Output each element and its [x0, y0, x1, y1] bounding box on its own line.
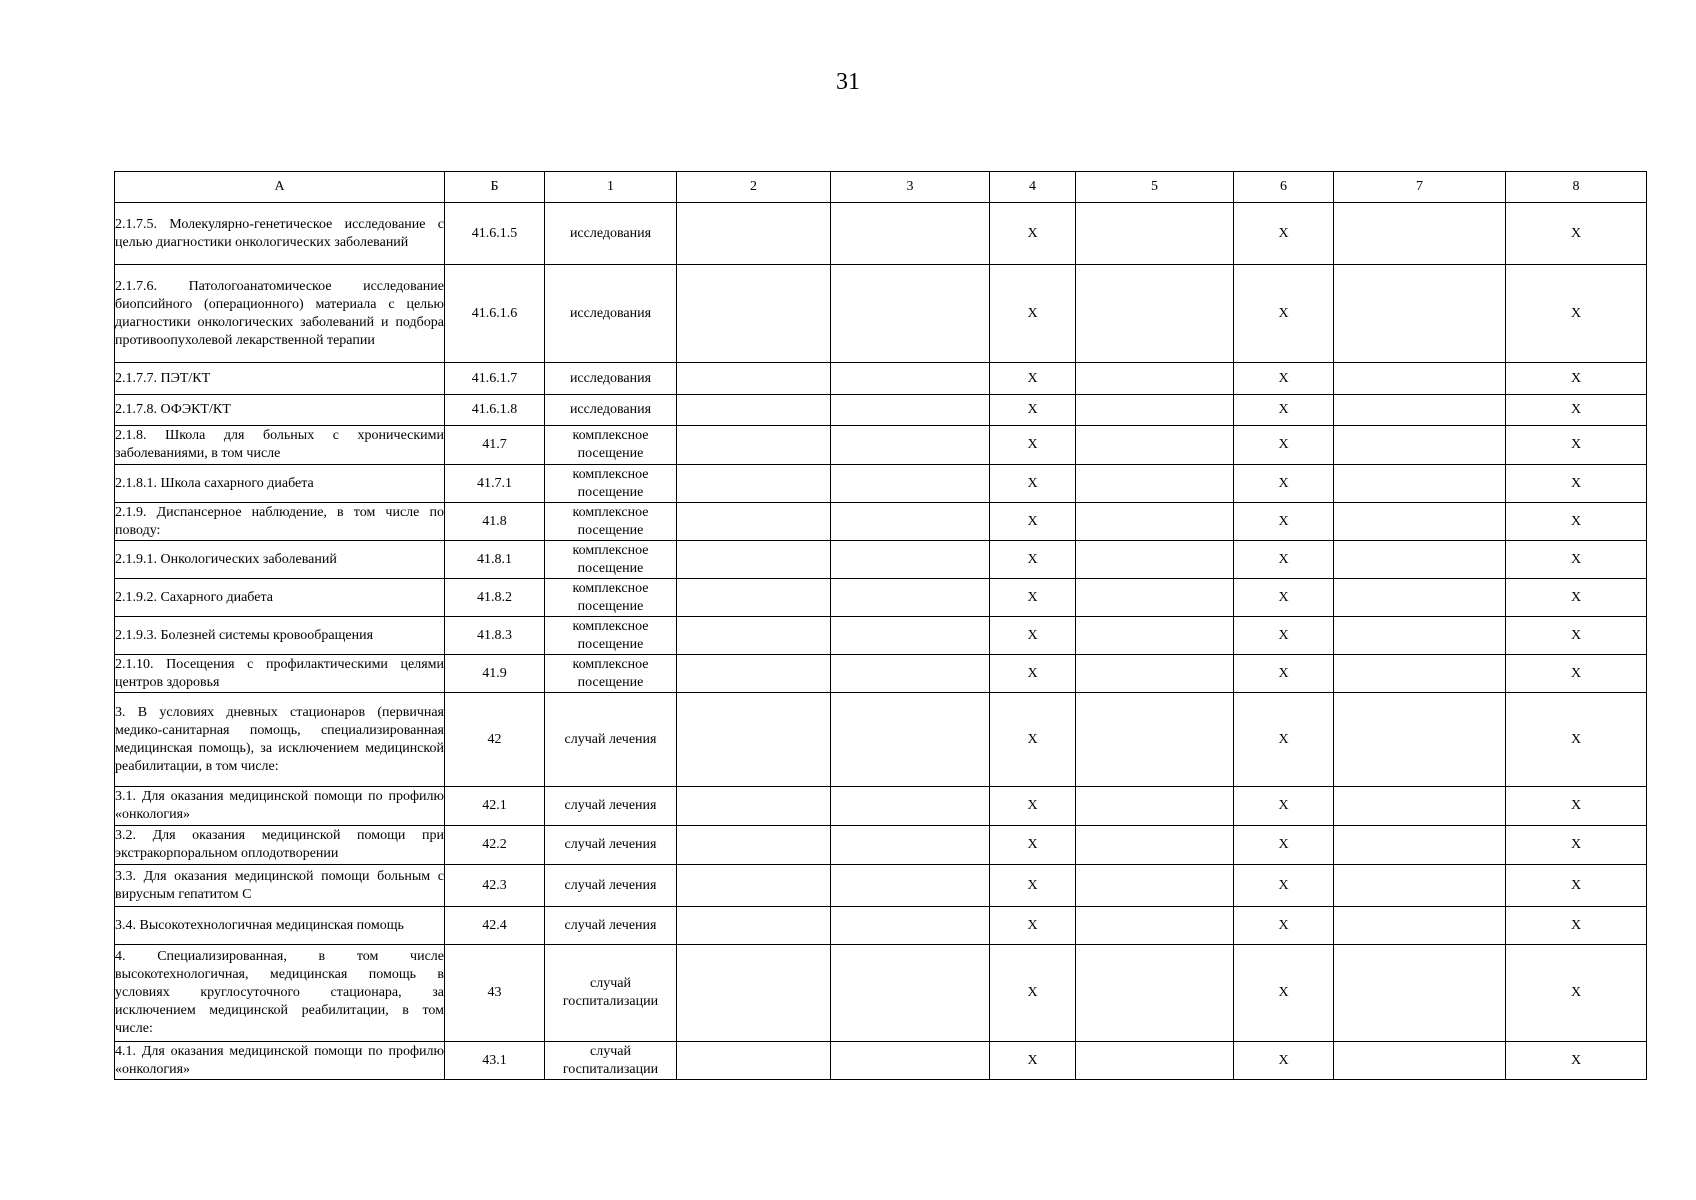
cell-col-3: [831, 503, 990, 541]
cell-col-6: Х: [1234, 907, 1334, 945]
table-row: [115, 395, 1647, 426]
table-row: [115, 655, 1647, 693]
cell-col-5: [1076, 826, 1234, 865]
table-row: [115, 465, 1647, 503]
table-row: [115, 503, 1647, 541]
row-unit: комплексное посещение: [545, 465, 677, 503]
cell-col-8: Х: [1506, 363, 1647, 395]
cell-col-4: Х: [990, 787, 1076, 826]
table-row: [115, 541, 1647, 579]
row-unit: случай лечения: [545, 865, 677, 907]
cell-col-7: [1334, 363, 1506, 395]
cell-col-2: [677, 617, 831, 655]
column-header-1: 1: [545, 172, 677, 203]
row-name: 2.1.9. Диспансерное наблюдение, в том числе по поводу:: [115, 503, 445, 541]
cell-col-7: [1334, 426, 1506, 465]
row-unit: комплексное посещение: [545, 617, 677, 655]
row-code: 41.6.1.8: [445, 395, 545, 426]
row-unit: случай лечения: [545, 693, 677, 787]
cell-col-7: [1334, 541, 1506, 579]
row-code: 42.2: [445, 826, 545, 865]
table-row: [115, 865, 1647, 907]
cell-col-4: Х: [990, 945, 1076, 1042]
cell-col-8: Х: [1506, 655, 1647, 693]
cell-col-5: [1076, 503, 1234, 541]
row-name: 4.1. Для оказания медицинской помощи по профилю «онкология»: [115, 1042, 445, 1080]
row-name: 3.4. Высокотехнологичная медицинская помощь: [115, 907, 445, 945]
cell-col-5: [1076, 203, 1234, 265]
table-row: [115, 693, 1647, 787]
column-header-6: 6: [1234, 172, 1334, 203]
cell-col-4: Х: [990, 395, 1076, 426]
cell-col-5: [1076, 579, 1234, 617]
cell-col-7: [1334, 787, 1506, 826]
table-row: [115, 265, 1647, 363]
row-name: 2.1.9.3. Болезней системы кровообращения: [115, 617, 445, 655]
cell-col-6: Х: [1234, 541, 1334, 579]
cell-col-2: [677, 363, 831, 395]
table-row: [115, 203, 1647, 265]
cell-col-2: [677, 579, 831, 617]
row-unit: комплексное посещение: [545, 426, 677, 465]
cell-col-3: [831, 865, 990, 907]
row-code: 41.9: [445, 655, 545, 693]
table-row: [115, 826, 1647, 865]
row-code: 41.7: [445, 426, 545, 465]
row-unit: случай лечения: [545, 907, 677, 945]
row-name: 3. В условиях дневных стационаров (первичная медико-санитарная помощь, специализированная медицинская помощь), за исключением медицинской реабилитации, в том числе:: [115, 693, 445, 787]
cell-col-6: Х: [1234, 655, 1334, 693]
cell-col-3: [831, 541, 990, 579]
cell-col-7: [1334, 655, 1506, 693]
cell-col-5: [1076, 1042, 1234, 1080]
cell-col-4: Х: [990, 693, 1076, 787]
cell-col-2: [677, 655, 831, 693]
cell-col-5: [1076, 541, 1234, 579]
cell-col-6: Х: [1234, 617, 1334, 655]
cell-col-7: [1334, 907, 1506, 945]
column-header-a: А: [115, 172, 445, 203]
row-unit: случай госпитализации: [545, 945, 677, 1042]
cell-col-4: Х: [990, 541, 1076, 579]
cell-col-5: [1076, 865, 1234, 907]
cell-col-5: [1076, 363, 1234, 395]
row-name: 2.1.7.6. Патологоанатомическое исследование биопсийного (операционного) материала с целью диагностики онкологических заболеваний и подбора противоопухолевой лекарственной терапии: [115, 265, 445, 363]
cell-col-7: [1334, 945, 1506, 1042]
cell-col-7: [1334, 826, 1506, 865]
cell-col-5: [1076, 617, 1234, 655]
row-unit: исследования: [545, 203, 677, 265]
cell-col-4: Х: [990, 503, 1076, 541]
cell-col-2: [677, 787, 831, 826]
cell-col-6: Х: [1234, 503, 1334, 541]
cell-col-6: Х: [1234, 579, 1334, 617]
row-name: 2.1.10. Посещения с профилактическими целями центров здоровья: [115, 655, 445, 693]
cell-col-5: [1076, 907, 1234, 945]
cell-col-3: [831, 907, 990, 945]
row-code: 41.8.1: [445, 541, 545, 579]
cell-col-8: Х: [1506, 465, 1647, 503]
cell-col-4: Х: [990, 617, 1076, 655]
row-code: 43: [445, 945, 545, 1042]
row-unit: исследования: [545, 395, 677, 426]
cell-col-6: Х: [1234, 1042, 1334, 1080]
cell-col-2: [677, 945, 831, 1042]
table-row: [115, 579, 1647, 617]
cell-col-7: [1334, 265, 1506, 363]
cell-col-7: [1334, 203, 1506, 265]
cell-col-8: Х: [1506, 826, 1647, 865]
row-code: 41.6.1.5: [445, 203, 545, 265]
cell-col-3: [831, 945, 990, 1042]
cell-col-5: [1076, 655, 1234, 693]
cell-col-6: Х: [1234, 426, 1334, 465]
cell-col-3: [831, 426, 990, 465]
cell-col-2: [677, 265, 831, 363]
cell-col-6: Х: [1234, 395, 1334, 426]
row-unit: случай госпитализации: [545, 1042, 677, 1080]
row-name: 3.3. Для оказания медицинской помощи больным с вирусным гепатитом С: [115, 865, 445, 907]
row-unit: исследования: [545, 363, 677, 395]
cell-col-7: [1334, 465, 1506, 503]
cell-col-4: Х: [990, 426, 1076, 465]
cell-col-8: Х: [1506, 395, 1647, 426]
cell-col-7: [1334, 395, 1506, 426]
row-code: 41.8.2: [445, 579, 545, 617]
cell-col-8: Х: [1506, 617, 1647, 655]
cell-col-8: Х: [1506, 907, 1647, 945]
cell-col-5: [1076, 395, 1234, 426]
cell-col-4: Х: [990, 363, 1076, 395]
table-row: [115, 617, 1647, 655]
row-unit: случай лечения: [545, 826, 677, 865]
row-name: 4. Специализированная, в том числе высокотехнологичная, медицинская помощь в условиях круглосуточного стационара, за исключением медицинской реабилитации, в том числе:: [115, 945, 445, 1042]
table-row: [115, 907, 1647, 945]
column-header-b: Б: [445, 172, 545, 203]
cell-col-5: [1076, 426, 1234, 465]
cell-col-6: Х: [1234, 787, 1334, 826]
cell-col-2: [677, 465, 831, 503]
table-row: [115, 945, 1647, 1042]
cell-col-3: [831, 465, 990, 503]
cell-col-7: [1334, 1042, 1506, 1080]
row-unit: комплексное посещение: [545, 655, 677, 693]
cell-col-5: [1076, 265, 1234, 363]
cell-col-8: Х: [1506, 787, 1647, 826]
cell-col-8: Х: [1506, 865, 1647, 907]
cell-col-7: [1334, 865, 1506, 907]
row-unit: исследования: [545, 265, 677, 363]
table-row: [115, 363, 1647, 395]
table-header-row: [115, 172, 1647, 203]
cell-col-4: Х: [990, 465, 1076, 503]
cell-col-3: [831, 826, 990, 865]
row-unit: комплексное посещение: [545, 579, 677, 617]
cell-col-7: [1334, 579, 1506, 617]
column-header-2: 2: [677, 172, 831, 203]
cell-col-6: Х: [1234, 363, 1334, 395]
cell-col-5: [1076, 693, 1234, 787]
table-row: [115, 787, 1647, 826]
cell-col-8: Х: [1506, 265, 1647, 363]
row-name: 2.1.7.8. ОФЭКТ/КТ: [115, 395, 445, 426]
cell-col-8: Х: [1506, 693, 1647, 787]
cell-col-8: Х: [1506, 945, 1647, 1042]
cell-col-7: [1334, 693, 1506, 787]
row-name: 2.1.8.1. Школа сахарного диабета: [115, 465, 445, 503]
column-header-8: 8: [1506, 172, 1647, 203]
row-unit: комплексное посещение: [545, 503, 677, 541]
cell-col-3: [831, 395, 990, 426]
cell-col-8: Х: [1506, 541, 1647, 579]
cell-col-4: Х: [990, 826, 1076, 865]
data-table: [114, 171, 1647, 1080]
cell-col-6: Х: [1234, 265, 1334, 363]
cell-col-3: [831, 203, 990, 265]
row-code: 41.8: [445, 503, 545, 541]
cell-col-8: Х: [1506, 203, 1647, 265]
cell-col-3: [831, 693, 990, 787]
cell-col-8: Х: [1506, 579, 1647, 617]
column-header-4: 4: [990, 172, 1076, 203]
cell-col-6: Х: [1234, 203, 1334, 265]
cell-col-8: Х: [1506, 1042, 1647, 1080]
column-header-7: 7: [1334, 172, 1506, 203]
cell-col-6: Х: [1234, 465, 1334, 503]
row-name: 2.1.9.2. Сахарного диабета: [115, 579, 445, 617]
cell-col-6: Х: [1234, 945, 1334, 1042]
row-code: 41.7.1: [445, 465, 545, 503]
cell-col-2: [677, 395, 831, 426]
cell-col-2: [677, 203, 831, 265]
cell-col-4: Х: [990, 907, 1076, 945]
cell-col-4: Х: [990, 655, 1076, 693]
cell-col-2: [677, 826, 831, 865]
cell-col-8: Х: [1506, 426, 1647, 465]
row-name: 2.1.7.7. ПЭТ/КТ: [115, 363, 445, 395]
cell-col-4: Х: [990, 865, 1076, 907]
cell-col-4: Х: [990, 203, 1076, 265]
table-row: [115, 426, 1647, 465]
cell-col-2: [677, 426, 831, 465]
table-body: [115, 203, 1647, 1080]
cell-col-3: [831, 787, 990, 826]
cell-col-2: [677, 541, 831, 579]
row-code: 41.8.3: [445, 617, 545, 655]
cell-col-7: [1334, 503, 1506, 541]
cell-col-2: [677, 503, 831, 541]
row-name: 3.2. Для оказания медицинской помощи при экстракорпоральном оплодотворении: [115, 826, 445, 865]
cell-col-3: [831, 363, 990, 395]
cell-col-3: [831, 1042, 990, 1080]
row-name: 3.1. Для оказания медицинской помощи по профилю «онкология»: [115, 787, 445, 826]
cell-col-6: Х: [1234, 826, 1334, 865]
cell-col-2: [677, 865, 831, 907]
cell-col-4: Х: [990, 1042, 1076, 1080]
cell-col-6: Х: [1234, 865, 1334, 907]
row-code: 43.1: [445, 1042, 545, 1080]
column-header-3: 3: [831, 172, 990, 203]
table-row: [115, 1042, 1647, 1080]
cell-col-2: [677, 693, 831, 787]
page-number: 31: [836, 69, 860, 95]
cell-col-2: [677, 907, 831, 945]
row-code: 42.1: [445, 787, 545, 826]
cell-col-8: Х: [1506, 503, 1647, 541]
cell-col-7: [1334, 617, 1506, 655]
row-code: 41.6.1.6: [445, 265, 545, 363]
cell-col-4: Х: [990, 579, 1076, 617]
row-name: 2.1.7.5. Молекулярно-генетическое исследование с целью диагностики онкологических заболеваний: [115, 203, 445, 265]
cell-col-3: [831, 617, 990, 655]
cell-col-6: Х: [1234, 693, 1334, 787]
cell-col-5: [1076, 465, 1234, 503]
row-code: 42.4: [445, 907, 545, 945]
row-code: 42.3: [445, 865, 545, 907]
cell-col-5: [1076, 787, 1234, 826]
row-code: 42: [445, 693, 545, 787]
cell-col-3: [831, 655, 990, 693]
cell-col-3: [831, 579, 990, 617]
cell-col-3: [831, 265, 990, 363]
row-unit: комплексное посещение: [545, 541, 677, 579]
row-code: 41.6.1.7: [445, 363, 545, 395]
cell-col-5: [1076, 945, 1234, 1042]
cell-col-2: [677, 1042, 831, 1080]
cell-col-4: Х: [990, 265, 1076, 363]
row-unit: случай лечения: [545, 787, 677, 826]
row-name: 2.1.8. Школа для больных с хроническими заболеваниями, в том числе: [115, 426, 445, 465]
column-header-5: 5: [1076, 172, 1234, 203]
row-name: 2.1.9.1. Онкологических заболеваний: [115, 541, 445, 579]
